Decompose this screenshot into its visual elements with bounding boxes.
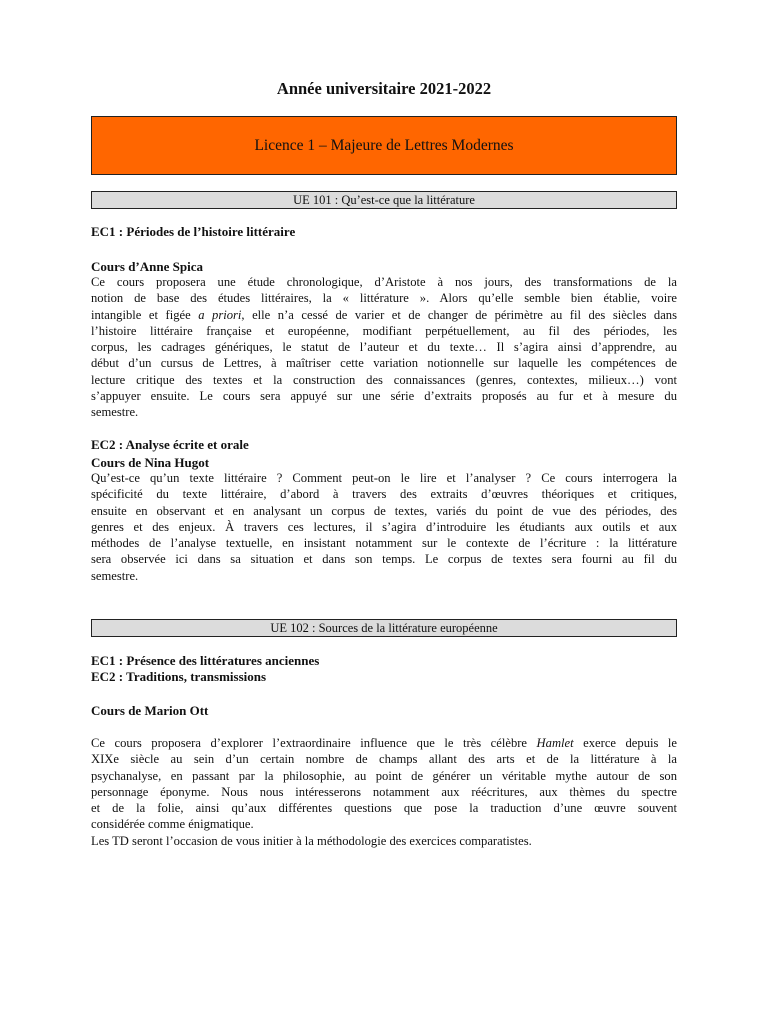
ue102-closing-line: Les TD seront l’occasion de vous initier à la méthodologie des exercices comparatistes.: [91, 834, 532, 848]
paragraph-line: Ce cours proposera une étude chronologique, d’Aristote à nos jours, des transformations de la: [91, 275, 677, 289]
ue102-ec1-heading: EC1 : Présence des littératures anciennes: [91, 653, 320, 668]
ue101-ec1-paragraph: [91, 274, 677, 421]
paragraph-line: semestre.: [91, 405, 139, 420]
paragraph-line: [91, 307, 677, 323]
ue101-ec1-course-heading: Cours d’Anne Spica: [91, 259, 203, 274]
paragraph-line: notion de base des études littéraires, la « littérature ». Alors qu’elle semble bien établie, voire: [91, 291, 677, 306]
paragraph-line: psychanalyse, en passant par la philosophie, au point de générer un véritable mythe autour de son: [91, 768, 677, 783]
paragraph-line: genres et des enjeux. À travers ces lectures, il s’agira d’introduire les étudiants aux outils et aux: [91, 519, 677, 534]
paragraph-line: XIXe siècle au sein d’un certain nombre de champs allant des arts et de la littérature à la: [91, 752, 677, 767]
paragraph-line: début d’un cursus de Lettres, à maîtriser cette variation notionnelle sur laquelle les compétences de: [91, 356, 677, 371]
paragraph-line: ensuite en observant et en analysant un corpus de textes, variés du point de vue des périodes, des: [91, 503, 677, 518]
paragraph-line: [91, 735, 677, 751]
paragraph-line: et de la folie, ainsi qu’aux différentes questions que pose la traduction d’une œuvre souvent: [91, 801, 677, 816]
paragraph-line: personnage éponyme. Nous nous intéresserons notamment aux réécritures, aux thèmes du spectre: [91, 784, 677, 799]
page-title: Année universitaire 2021-2022: [276, 79, 492, 98]
ue101-ec2-paragraph: [91, 470, 677, 584]
paragraph-line: s’appuyer ensuite. Le cours sera appuyé sur une série d’extraits proposés au fur et à mesure du: [91, 389, 677, 404]
ue101-title-box: [91, 191, 677, 209]
paragraph-line: corpus, les cadrages génériques, le statut de l’auteur et du texte… Il s’agira ainsi d’apprendre, au: [91, 340, 677, 355]
paragraph-line: l’histoire littéraire française et européenne, modifiant perpétuellement, au fil des périodes, les: [91, 323, 677, 338]
line-text: , elle n’a cessé de varier et de changer de périmètre au fil des siècles dans: [241, 307, 677, 322]
paragraph-line: sera observée ici dans sa situation et dans son temps. Le corpus de textes sera fourni au fil du: [91, 552, 677, 567]
line-text: intangible et figée: [91, 307, 199, 322]
ue101-ec1-heading: EC1 : Périodes de l’histoire littéraire: [91, 224, 296, 239]
program-label: Licence 1 – Majeure de Lettres Modernes: [254, 136, 514, 154]
paragraph-line: méthodes de l’analyse textuelle, en insistant notamment sur le contexte de l’écriture : la littérature: [91, 536, 677, 551]
ue101-ec2-heading: EC2 : Analyse écrite et orale: [91, 437, 249, 452]
emphasis-text: Hamlet: [536, 736, 574, 750]
paragraph-line: semestre.: [91, 568, 139, 583]
paragraph-line: spécificité du texte littéraire, d’abord à travers des extraits d’œuvres théoriques et critiques,: [91, 487, 677, 502]
emphasis-text: a priori: [198, 307, 242, 322]
line-text: Ce cours proposera d’explorer l’extraordinaire influence que le très célèbre: [91, 736, 537, 750]
ue102-title: UE 102 : Sources de la littérature européenne: [270, 621, 498, 635]
line-text: exerce depuis le: [573, 736, 678, 750]
ue102-paragraph: [91, 735, 677, 833]
ue102-course-heading: Cours de Marion Ott: [91, 703, 209, 718]
ue102-title-box: [91, 619, 677, 637]
ue102-ec2-heading: EC2 : Traditions, transmissions: [91, 669, 267, 684]
ue101-ec2-course-heading: Cours de Nina Hugot: [91, 455, 210, 470]
paragraph-line: considérée comme énigmatique.: [91, 817, 254, 832]
paragraph-line: lecture critique des textes et la construction des connaissances (genres, contextes, milieux…) vont: [91, 372, 677, 387]
ue101-title: UE 101 : Qu’est-ce que la littérature: [293, 193, 475, 207]
paragraph-line: Qu’est-ce qu’un texte littéraire ? Comment peut-on le lire et l’analyser ? Ce cours interrogera la: [91, 471, 677, 485]
program-banner: [91, 116, 677, 175]
